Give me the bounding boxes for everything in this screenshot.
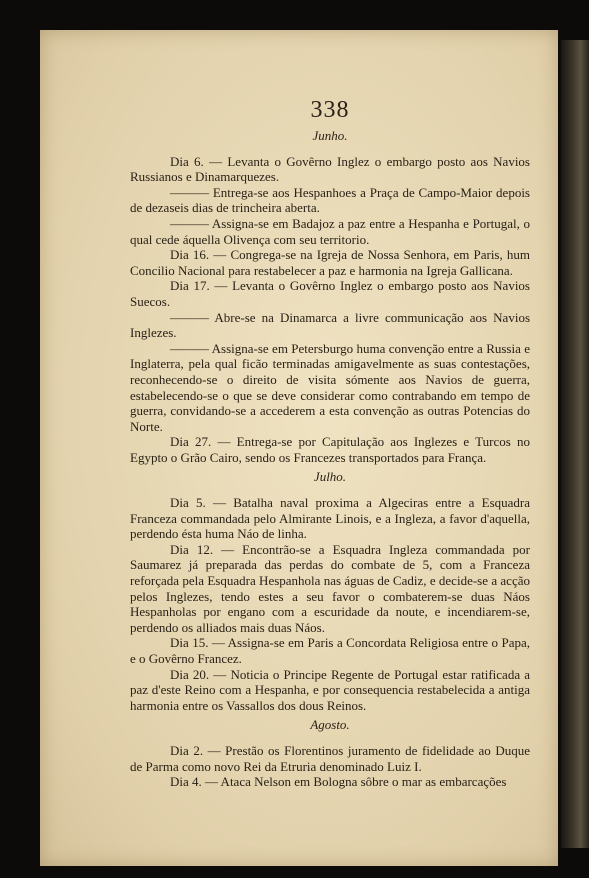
page-text: [130, 90, 530, 790]
adjacent-page-edge: [561, 40, 589, 848]
entry: Dia 16. — Congrega-se na Igreja de Nossa Senhora, em Paris, hum Concilio Nacional para restabelecer a paz e harmonia na Igreja Gallicana.: [130, 247, 530, 278]
entry: ——— Entrega-se aos Hespanhoes a Praça de Campo-Maior depois de dezaseis dias de trincheira aberta.: [130, 184, 530, 216]
page-number: 338: [310, 97, 350, 123]
entry: Dia 4. — Ataca Nelson em Bologna sôbre o mar as embarcações: [170, 774, 507, 790]
month-heading-august: Agosto.: [310, 717, 350, 733]
month-heading-july: Julho.: [313, 469, 347, 485]
entry: ——— Assigna-se em Petersburgo huma convenção entre a Russia e Inglaterra, pela qual ficão terminadas amigavelmente as suas contestações, reconhecendo-se o direito de visita sómente aos Navios de guerra, estabelecendo-se o que se deve considerar como contrabando em tempo de guerra, convidando-se a accederem a esta convenção as outras Potencias do Norte.: [130, 340, 530, 434]
entry: Dia 17. — Levanta o Govêrno Inglez o embargo posto aos Navios Suecos.: [130, 278, 530, 309]
entry: Dia 5. — Batalha naval proxima a Algeciras entre a Esquadra Franceza commandada pelo Almirante Linois, e a Ingleza, a favor d'aquella, perdendo ésta huma Náo de linha.: [130, 495, 530, 542]
entry: Dia 27. — Entrega-se por Capitulação aos Inglezes e Turcos no Egypto o Grão Cairo, sendo os Francezes transportados para França.: [130, 434, 530, 465]
entry: Dia 6. — Levanta o Govêrno Inglez o embargo posto aos Navios Russianos e Dinamarquezes.: [130, 153, 530, 185]
month-heading-june: Junho.: [312, 128, 348, 143]
entry: Dia 15. — Assigna-se em Paris a Concordata Religiosa entre o Papa, e o Govêrno Francez.: [130, 635, 530, 666]
entry: Dia 2. — Prestão os Florentinos juramento de fidelidade ao Duque de Parma como novo Rei da Etruria denominado Luiz I.: [130, 742, 530, 774]
entry: Dia 12. — Encontrão-se a Esquadra Ingleza commandada por Saumarez já preparada das perdas do combate de 5, com a Franceza reforçada pela Esquadra Hespanhola nas águas de Cadiz, e decide-se a acção pelos Inglezes, tendo estes a seu favor o combaterem-se duas Náos Hespanholas por engano com a escuridade da noute, e incendiarem-se, perdendo os alliados mais duas Náos.: [130, 541, 530, 635]
entry: Dia 20. — Noticia o Principe Regente de Portugal estar ratificada a paz d'este Reino com a Hespanha, e por consequencia restabelecida a antiga harmonia entre os Vassallos dos dous Reinos.: [130, 666, 530, 713]
entry: ——— Assigna-se em Badajoz a paz entre a Hespanha e Portugal, o qual cede áquella Olivença com seu territorio.: [130, 215, 530, 247]
entry: ——— Abre-se na Dinamarca a livre communicação aos Navios Inglezes.: [130, 309, 530, 341]
